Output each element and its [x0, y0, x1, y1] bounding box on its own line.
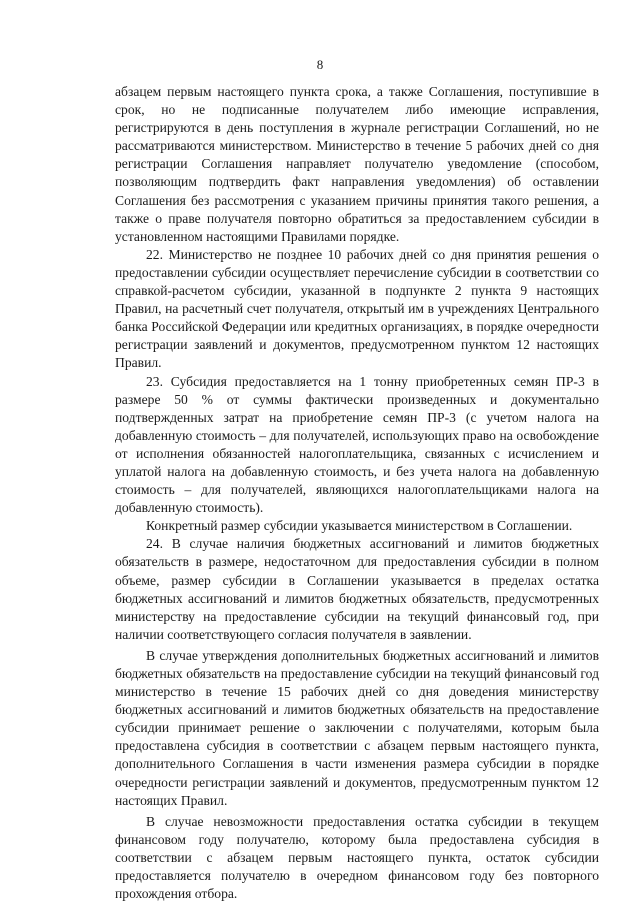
document-body: [115, 83, 599, 903]
page-number: 8: [316, 57, 324, 72]
paragraph-continuation: абзацем первым настоящего пункта срока, а также Соглашения, поступившие в срок, но не подписанные получателем либо имеющие исправления, регистрируются в день поступления в журнале регистрации Соглашений, но не рассматриваются министерством. Министерство в течение 5 рабочих дней со дня регистрации Соглашения направляет получателю уведомление (способом, позволяющим подтвердить факт направления уведомления) об оставлении Соглашения без рассмотрения с указанием причины принятия такого решения, а также о праве получателя повторно обратиться за предоставлением субсидии в установленном настоящими Правилами порядке.: [115, 84, 599, 244]
paragraph-subsidy-amount: Конкретный размер субсидии указывается министерством в Соглашении.: [146, 518, 573, 534]
paragraph-remaining-subsidy: В случае невозможности предоставления остатка субсидии в текущем финансовом году получателю, которому была предоставлена субсидия в соответствии с абзацем первым настоящего пункта, остаток субсидии предоставляется получателю в очередном финансовом году без повторного прохождения отбора.: [115, 813, 599, 902]
paragraph-additional-allocations: В случае утверждения дополнительных бюджетных ассигнований и лимитов бюджетных обязательств на предоставление субсидии на текущий финансовый год министерство в течение 15 рабочих дней со дня доведения министерству бюджетных ассигнований и лимитов бюджетных обязательств на предоставление субсидии принимает решение о заключении с получателями, которым была предоставлена субсидия в соответствии с абзацем первым настоящего пункта, дополнительного Соглашения в части изменения размера субсидии в порядке очередности регистрации заявлений и документов, предусмотренным пунктом 12 настоящих Правил.: [115, 647, 599, 808]
paragraph-item-22: 22. Министерство не позднее 10 рабочих дней со дня принятия решения о предоставлении субсидии осуществляет перечисление субсидии в соответствии со справкой-расчетом субсидии, указанной в подпункте 2 пункта 9 настоящих Правил, на расчетный счет получателя, открытый им в учреждениях Центрального банка Российской Федерации или кредитных организациях, в порядке очередности регистрации заявлений и документов, предусмотренном пунктом 12 настоящих Правил.: [115, 246, 599, 371]
paragraph-item-24: 24. В случае наличия бюджетных ассигнований и лимитов бюджетных обязательств в размере, недостаточном для предоставления субсидии в полном объеме, размер субсидии в Соглашении указывается в пределах остатка бюджетных ассигнований и лимитов бюджетных обязательств, предусмотренных министерству на предоставление субсидии на текущий финансовый год, при наличии соответствующего согласия получателя в заявлении.: [115, 536, 599, 642]
paragraph-item-23: 23. Субсидия предоставляется на 1 тонну приобретенных семян ПР-3 в размере 50 % от суммы фактически произведенных и документально подтвержденных затрат на приобретение семян ПР-3 (с учетом налога на добавленную стоимость – для получателей, использующих право на освобождение от исполнения обязанностей налогоплательщика, связанных с исчислением и уплатой налога на добавленную стоимость, и без учета налога на добавленную стоимость – для получателей, являющихся налогоплательщиками налога на добавленную стоимость).: [115, 373, 599, 516]
